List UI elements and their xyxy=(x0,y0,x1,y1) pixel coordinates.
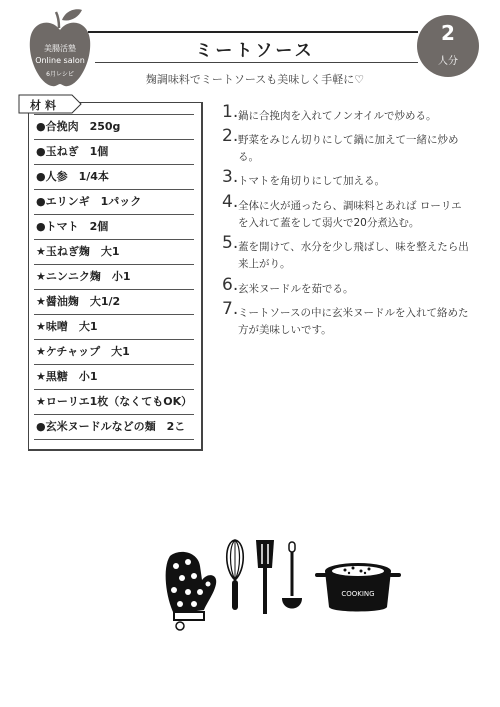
pot-label: COOKING xyxy=(341,590,375,598)
ingredient-item: ★黒糖 小1 xyxy=(34,365,194,390)
ingredient-item: ★ローリエ1枚（なくてもOK） xyxy=(34,390,194,415)
ingredient-item: ●合挽肉 250g xyxy=(34,114,194,140)
serving-unit: 人分 xyxy=(438,56,458,67)
step-text: 玄米ヌードルを茹でる。 xyxy=(238,283,354,295)
step-number: 7. xyxy=(222,299,239,319)
step-item xyxy=(222,126,472,166)
step-item xyxy=(222,167,472,190)
step-number: 4. xyxy=(222,192,239,212)
step-text: 野菜をみじん切りにして鍋に加えて一緒に炒める。 xyxy=(238,134,459,163)
badge-line-1: 美腸活塾 xyxy=(44,44,76,53)
step-item xyxy=(222,299,472,339)
cooking-pot-icon xyxy=(315,555,401,615)
whisk-icon xyxy=(222,538,248,612)
ingredient-item: ★味噌 大1 xyxy=(34,315,194,340)
step-number: 5. xyxy=(222,233,239,253)
ingredients-heading: 材料 xyxy=(30,99,60,112)
header-rule-bottom xyxy=(95,62,418,63)
step-number: 3. xyxy=(222,167,239,187)
recipe-subtitle: 麹調味料でミートソースも美味しく手軽に♡ xyxy=(145,73,365,86)
step-number: 2. xyxy=(222,126,239,146)
step-text: ミートソースの中に玄米ヌードルを入れて絡めた方が美味しいです。 xyxy=(238,307,469,336)
ingredient-item: ★玉ねぎ麹 大1 xyxy=(34,240,194,265)
ingredient-item: ●玉ねぎ 1個 xyxy=(34,140,194,165)
recipe-title: ミートソース xyxy=(195,41,315,61)
ingredients-list xyxy=(34,114,194,440)
badge-line-2: Online salon xyxy=(35,56,85,65)
ingredient-item: ●エリンギ 1パック xyxy=(34,190,194,215)
step-item xyxy=(222,102,472,125)
step-text: トマトを角切りにして加える。 xyxy=(238,175,385,187)
steps-list xyxy=(222,102,472,339)
step-item xyxy=(222,192,472,232)
spatula-icon xyxy=(252,538,278,616)
header-rule-top xyxy=(88,31,418,33)
ingredient-item: ●玄米ヌードルなどの麺 2こ xyxy=(34,415,194,440)
step-text: 全体に火が通ったら、調味料とあれば ローリエを入れて蓋をして弱火で20分煮込む。 xyxy=(238,200,462,229)
ingredient-item: ●トマト 2個 xyxy=(34,215,194,240)
badge-line-3: 6月レシピ xyxy=(46,71,74,78)
ingredient-item: ★ケチャップ 大1 xyxy=(34,340,194,365)
step-text: 蓋を開けて、水分を少し飛ばし、味を整えたら出来上がり。 xyxy=(238,241,469,270)
serving-badge xyxy=(417,15,479,77)
step-number: 1. xyxy=(222,102,239,122)
ingredients-heading-tab xyxy=(18,94,82,114)
serving-number: 2 xyxy=(441,21,455,45)
ingredient-item: ★醤油麹 大1/2 xyxy=(34,290,194,315)
step-text: 鍋に合挽肉を入れてノンオイルで炒める。 xyxy=(238,110,437,122)
ingredient-item: ★ニンニク麹 小1 xyxy=(34,265,194,290)
step-item xyxy=(222,233,472,273)
salon-badge xyxy=(22,6,98,92)
step-item xyxy=(222,275,472,298)
ingredient-item: ●人参 1/4本 xyxy=(34,165,194,190)
step-number: 6. xyxy=(222,275,239,295)
ladle-icon xyxy=(280,540,304,616)
oven-mitt-icon xyxy=(160,548,220,632)
